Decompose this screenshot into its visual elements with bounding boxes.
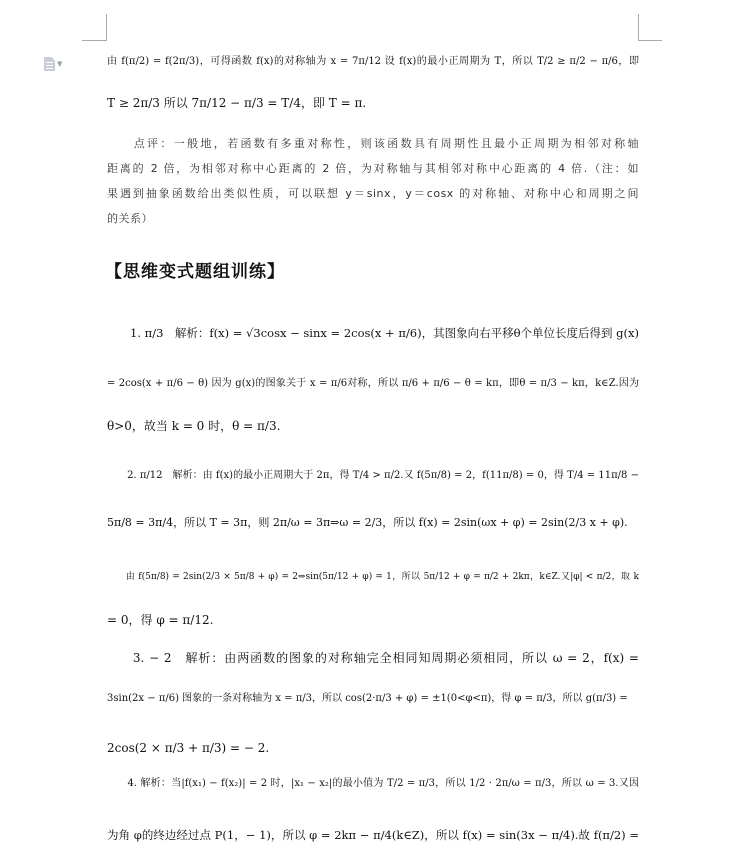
exercise-line: 4. 解析：当|f(x₁) − f(x₂)| = 2 时，|x₁ − x₂|的最小值为 T/2 = π/3，所以 1/2 · 2π/ω = π/3，所以 ω = 3.又因 — [107, 778, 639, 789]
exercise-line: 由 f(5π/8) = 2sin(2/3 × 5π/8 + φ) = 2⇒sin(5π/12 + φ) = 1，所以 5π/12 + φ = π/2 + 2kπ，k∈Z.又|φ| < π/2，取 k — [107, 572, 639, 582]
exercise-line: 5π/8 = 3π/4，所以 T = 3π，则 2π/ω = 3π⇒ω = 2/3，所以 f(x) = 2sin(ωx + φ) = 2sin(2/3 x + φ). — [107, 516, 628, 529]
comment-line: 点评：一般地，若函数有多重对称性，则该函数具有周期性且最小正周期为相邻对称轴 — [107, 137, 639, 150]
comment-line: 果遇到抽象函数给出类似性质，可以联想 y＝sinx，y＝cosx 的对称轴、对称中心和周期之间 — [107, 187, 639, 200]
exercise-line: 1. π/3 解析：f(x) = √3cosx − sinx = 2cos(x + π/6)，其图象向右平移θ个单位长度后得到 g(x) — [107, 326, 639, 340]
text-line: T ≥ 2π/3 所以 7π/12 − π/3 = T/4，即 T = π. — [107, 96, 367, 110]
comment-line: 距离的 2 倍，为相邻对称中心距离的 2 倍，为对称轴与其相邻对称中心距离的 4 倍.（注：如 — [107, 162, 639, 175]
crop-mark-top-right-horizontal — [638, 40, 662, 41]
exercise-line: = 2cos(x + π/6 − θ) 因为 g(x)的图象关于 x = π/6对称，所以 π/6 + π/6 − θ = kπ，即θ = π/3 − kπ，k∈Z.因为 — [107, 378, 639, 389]
crop-mark-top-left-horizontal — [82, 40, 107, 41]
text-line: 由 f(π/2) = f(2π/3)，可得函数 f(x)的对称轴为 x = 7π/12 设 f(x)的最小正周期为 T，所以 T/2 ≥ π/2 − π/6，即 — [107, 56, 639, 67]
crop-mark-top-left-vertical — [106, 14, 107, 40]
comment-line: 的关系） — [107, 212, 153, 225]
document-sheet-icon — [44, 57, 55, 71]
exercise-line: θ>0，故当 k = 0 时，θ = π/3. — [107, 419, 281, 433]
exercise-line: 3sin(2x − π/6) 图象的一条对称轴为 x = π/3，所以 cos(2·π/3 + φ) = ±1(0<φ<π)，得 φ = π/3，所以 g(π/3) = — [107, 693, 628, 704]
exercise-line: 2. π/12 解析：由 f(x)的最小正周期大于 2π，得 T/4 > π/2.又 f(5π/8) = 2，f(11π/8) = 0，得 T/4 = 11π/8 − — [107, 470, 639, 481]
section-heading: 【思维变式题组训练】 — [105, 262, 285, 282]
document-icon[interactable] — [44, 56, 70, 72]
exercise-line: 2cos(2 × π/3 + π/3) = − 2. — [107, 741, 270, 755]
exercise-line: 为角 φ的终边经过点 P(1，− 1)，所以 φ = 2kπ − π/4(k∈Z)，所以 f(x) = sin(3x − π/4).故 f(π/2) = — [107, 828, 639, 842]
exercise-line: 3. − 2 解析：由两函数的图象的对称轴完全相同知周期必须相同，所以 ω = 2，f(x) = — [107, 651, 639, 665]
exercise-line: = 0，得 φ = π/12. — [107, 613, 214, 627]
crop-mark-top-right-vertical — [638, 14, 639, 40]
chevron-down-icon: ▼ — [57, 60, 63, 68]
